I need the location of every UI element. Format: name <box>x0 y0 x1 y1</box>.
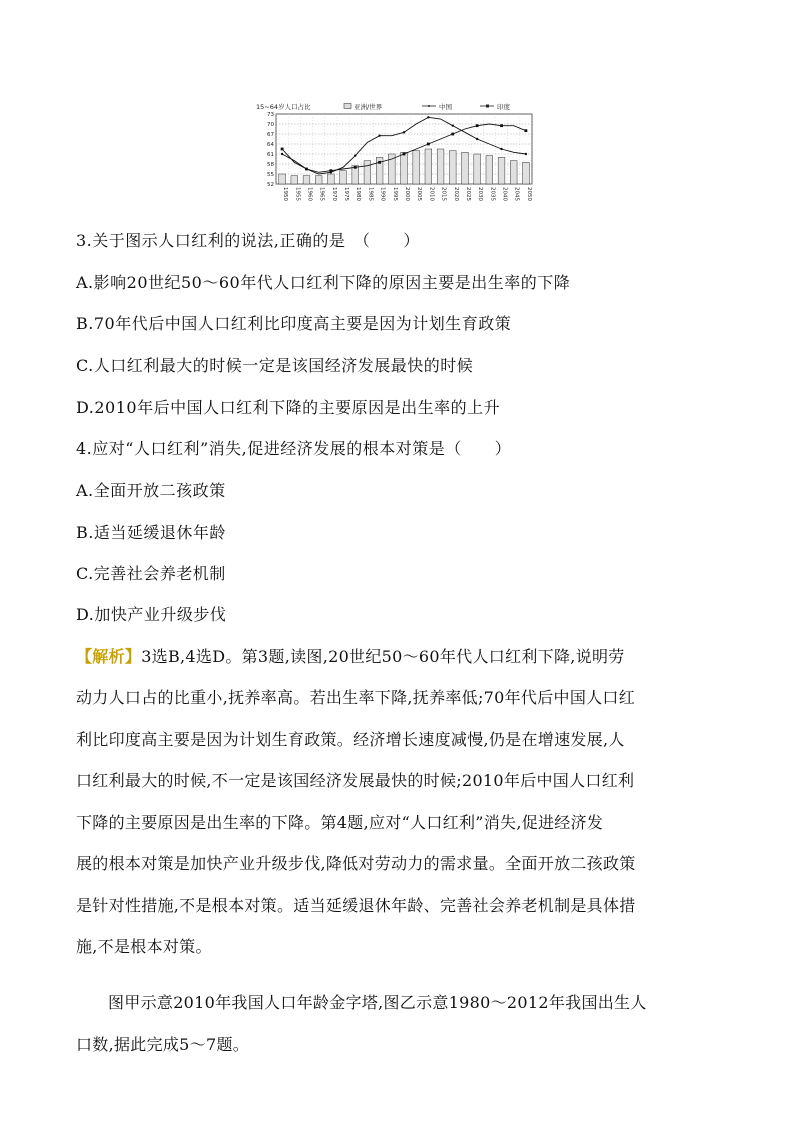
x-tick-label: 2015 <box>440 187 447 201</box>
analysis-line-3: 利比印度高主要是因为计划生育政策。经济增长速度减慢,仍是在增速发展,人 <box>76 730 625 749</box>
intro-line-1: 图甲示意2010年我国人口年龄金字塔,图乙示意1980～2012年我国出生人 <box>108 993 647 1012</box>
legend-marker-india <box>486 105 489 108</box>
x-tick-label: 1965 <box>318 187 325 201</box>
legend-swatch-bar <box>344 104 351 109</box>
point-china <box>525 153 527 155</box>
bar-asia <box>328 174 335 184</box>
x-tick-label: 1990 <box>379 187 386 201</box>
bar-asia <box>340 171 347 184</box>
point-india <box>500 124 503 127</box>
analysis-line-1 <box>76 646 726 668</box>
q4-stem: 4.应对“人口红利”消失,促进经济发展的根本对策是（ ） <box>76 439 512 458</box>
point-india <box>525 129 528 132</box>
q3-option-b: B.70年代后中国人口红利比印度高主要是因为计划生育政策 <box>76 314 512 333</box>
y-tick-label: 73 <box>267 112 274 118</box>
x-tick-label: 1955 <box>294 187 301 201</box>
analysis-line-6: 展的根本对策是加快产业升级步伐,降低对劳动力的需求量。全面开放二孩政策 <box>76 854 636 873</box>
point-india <box>403 153 406 156</box>
x-tick-label: 2040 <box>501 187 508 201</box>
bar-asia <box>413 151 420 184</box>
analysis-line-2: 动力人口占的比重小,抚养率高。若出生率下降,抚养率低;70年代后中国人口红 <box>76 688 636 707</box>
x-tick-label: 2045 <box>513 187 520 201</box>
analysis-line-5: 下降的主要原因是出生率的下降。第4题,应对“人口红利”消失,促进经济发 <box>76 813 604 832</box>
point-india <box>281 148 284 151</box>
legend-label-india: 印度 <box>497 103 510 111</box>
x-tick-label: 2025 <box>464 187 471 201</box>
bar-asia <box>291 176 298 184</box>
q3-option-a: A.影响20世纪50～60年代人口红利下降的原因主要是出生率的下降 <box>76 273 571 292</box>
x-tick-label: 2000 <box>404 187 410 201</box>
legend-label-asia: 亚洲/世界 <box>354 103 383 111</box>
q4-option-d: D.加快产业升级步伐 <box>76 605 227 624</box>
point-india <box>476 124 479 127</box>
x-tick-label: 2050 <box>525 187 532 201</box>
bar-asia <box>303 176 310 184</box>
bar-asia <box>510 161 517 184</box>
point-china <box>427 116 429 118</box>
q4-option-b: B.适当延缓退休年龄 <box>76 523 226 542</box>
point-china <box>281 153 283 155</box>
x-tick-label: 2005 <box>416 187 423 201</box>
bar-asia <box>474 154 481 184</box>
x-tick-label: 1975 <box>343 187 350 201</box>
q4-option-a: A.全面开放二孩政策 <box>76 481 226 500</box>
point-india <box>427 143 430 146</box>
bar-asia <box>486 156 493 184</box>
x-tick-label: 1960 <box>306 187 313 201</box>
x-tick-label: 1995 <box>391 187 398 201</box>
y-tick-label: 58 <box>267 162 274 168</box>
population-chart-svg <box>254 100 538 212</box>
bar-asia <box>449 151 456 184</box>
chart-title: 15~64岁人口占比 <box>256 103 311 111</box>
point-china <box>403 131 405 133</box>
point-india <box>378 161 381 164</box>
point-india <box>305 168 308 171</box>
y-tick-label: 61 <box>267 152 274 158</box>
q3-stem: 3.关于图示人口红利的说法,正确的是 （ ） <box>76 231 420 250</box>
q3-option-d: D.2010年后中国人口红利下降的主要原因是出生率的上升 <box>76 398 501 417</box>
point-china <box>476 138 478 140</box>
legend-label-china: 中国 <box>439 103 452 111</box>
analysis-line-4: 口红利最大的时候,不一定是该国经济发展最快的时候;2010年后中国人口红利 <box>76 771 635 790</box>
bar-asia <box>364 161 371 184</box>
intro-line-2: 口数,据此完成5～7题。 <box>76 1035 250 1054</box>
bar-asia <box>462 152 469 184</box>
analysis-line-7: 是针对性措施,不是根本对策。适当延缓退休年龄、完善社会养老机制是具体措 <box>76 896 636 915</box>
y-tick-label: 70 <box>267 122 274 128</box>
bar-asia <box>401 152 408 184</box>
point-china <box>378 134 380 136</box>
bar-asia <box>425 149 432 184</box>
x-tick-label: 1980 <box>355 187 362 201</box>
x-tick-label: 2010 <box>428 187 435 201</box>
point-china <box>354 154 356 156</box>
bar-asia <box>279 174 286 184</box>
population-chart <box>254 100 538 212</box>
bar-asia <box>523 162 530 184</box>
y-tick-label: 55 <box>267 172 274 178</box>
x-tick-label: 1985 <box>367 187 374 201</box>
point-china <box>452 124 454 126</box>
legend-marker-china <box>428 105 430 107</box>
point-india <box>329 169 332 172</box>
x-tick-label: 2030 <box>477 187 484 201</box>
q4-option-c: C.完善社会养老机制 <box>76 564 226 583</box>
point-india <box>354 166 357 169</box>
point-india <box>451 133 454 136</box>
y-tick-label: 52 <box>267 182 274 188</box>
y-tick-label: 64 <box>267 142 274 148</box>
analysis-line-8: 施,不是根本对策。 <box>76 937 212 956</box>
y-tick-label: 67 <box>267 132 274 138</box>
analysis-text-1: 3选B,4选D。第3题,读图,20世纪50～60年代人口红利下降,说明劳 <box>141 647 625 666</box>
x-tick-label: 2020 <box>452 187 459 201</box>
analysis-tag: 【解析】 <box>76 647 142 666</box>
bar-asia <box>315 176 322 184</box>
x-tick-label: 1950 <box>282 187 289 201</box>
bar-asia <box>498 157 505 184</box>
x-tick-label: 2035 <box>489 187 496 201</box>
bar-asia <box>437 149 444 184</box>
point-china <box>500 148 502 150</box>
q3-option-c: C.人口红利最大的时候一定是该国经济发展最快的时候 <box>76 356 474 375</box>
x-tick-label: 1970 <box>330 187 337 201</box>
